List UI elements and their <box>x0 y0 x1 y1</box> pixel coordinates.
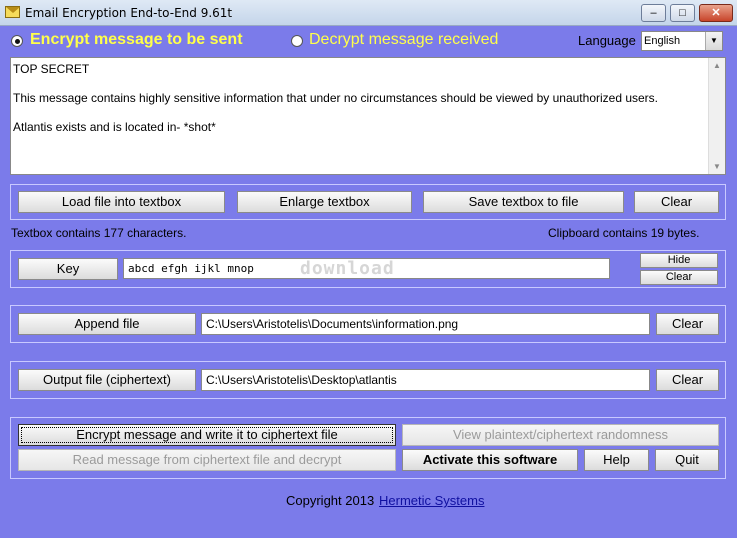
decrypt-radio[interactable] <box>291 35 303 47</box>
decrypt-radio-label[interactable]: Decrypt message received <box>309 31 499 48</box>
clear-key-button[interactable]: Clear <box>640 270 718 285</box>
hermetic-systems-link[interactable]: Hermetic Systems <box>379 493 485 508</box>
encrypt-radio-label[interactable]: Encrypt message to be sent <box>30 31 243 48</box>
hide-key-button[interactable]: Hide <box>640 253 718 268</box>
help-button[interactable]: Help <box>584 449 649 471</box>
maximize-button[interactable]: □ <box>670 4 695 22</box>
language-label: Language <box>578 33 636 48</box>
append-file-input[interactable]: C:\Users\Aristotelis\Documents\information.png <box>201 313 650 335</box>
quit-button[interactable]: Quit <box>655 449 719 471</box>
message-line: TOP SECRET <box>13 62 90 76</box>
chevron-down-icon[interactable]: ▼ <box>705 32 722 50</box>
title-bar <box>0 0 737 26</box>
save-textbox-button[interactable]: Save textbox to file <box>423 191 624 213</box>
enlarge-textbox-button[interactable]: Enlarge textbox <box>237 191 412 213</box>
key-value: abcd efgh ijkl mnop <box>128 262 254 275</box>
encrypt-button[interactable]: Encrypt message and write it to ciphertext file <box>18 424 396 446</box>
copyright-text: Copyright 2013 <box>286 493 375 508</box>
view-randomness-button[interactable]: View plaintext/ciphertext randomness <box>402 424 719 446</box>
clear-append-button[interactable]: Clear <box>656 313 719 335</box>
language-select[interactable] <box>641 31 723 51</box>
minimize-button[interactable]: – <box>641 4 666 22</box>
encrypt-radio[interactable] <box>11 35 23 47</box>
window-title: Email Encryption End-to-End 9.61t <box>25 6 233 20</box>
message-line: This message contains highly sensitive information that under no circumstances should be viewed by unauthorized users. <box>13 91 659 105</box>
output-file-button[interactable]: Output file (ciphertext) <box>18 369 196 391</box>
clear-output-button[interactable]: Clear <box>656 369 719 391</box>
clear-textbox-button[interactable]: Clear <box>634 191 719 213</box>
envelope-icon <box>5 6 20 18</box>
scroll-down-icon[interactable]: ▼ <box>713 162 721 171</box>
read-decrypt-button[interactable]: Read message from ciphertext file and decrypt <box>18 449 396 471</box>
output-file-input[interactable]: C:\Users\Aristotelis\Desktop\atlantis <box>201 369 650 391</box>
key-input[interactable] <box>123 258 610 279</box>
clipboard-status: Clipboard contains 19 bytes. <box>548 226 700 240</box>
activate-button[interactable]: Activate this software <box>402 449 578 471</box>
language-value: English <box>644 35 681 47</box>
message-textbox[interactable] <box>10 57 726 175</box>
message-scrollbar[interactable] <box>708 58 725 174</box>
load-file-button[interactable]: Load file into textbox <box>18 191 225 213</box>
close-button[interactable]: ✕ <box>699 4 733 22</box>
textbox-count: Textbox contains 177 characters. <box>11 226 187 240</box>
key-button[interactable]: Key <box>18 258 118 280</box>
append-file-button[interactable]: Append file <box>18 313 196 335</box>
watermark-text: download <box>300 258 395 279</box>
scroll-up-icon[interactable]: ▲ <box>713 61 721 70</box>
message-line: Atlantis exists and is located in- *shot* <box>13 120 216 134</box>
